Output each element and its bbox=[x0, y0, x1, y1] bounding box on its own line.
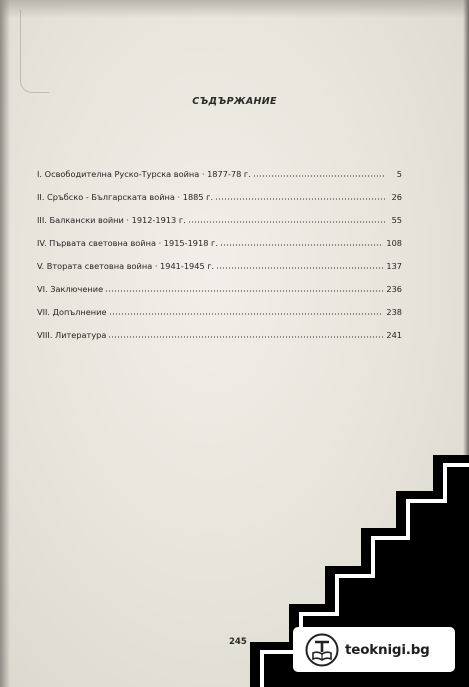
toc-entry-title: II. Сръбско - Българската война · 1885 г. bbox=[37, 192, 214, 202]
toc-entry-title: I. Освободителна Руско-Турска война · 1877-78 г. bbox=[37, 169, 251, 179]
watermark-text: teoknigi.bg bbox=[345, 641, 430, 658]
toc-entry-page: 108 bbox=[386, 238, 402, 248]
toc-entry-page: 241 bbox=[386, 330, 402, 340]
page-number: 245 bbox=[229, 637, 247, 647]
book-t-logo-icon bbox=[305, 633, 339, 667]
toc-entry-title: V. Втората световна война · 1941-1945 г. bbox=[37, 261, 215, 271]
toc-entry-title: VII. Допълнение bbox=[37, 307, 107, 317]
toc-entry-title: III. Балкански войни · 1912-1913 г. bbox=[37, 215, 186, 225]
toc-entry-title: VI. Заключение bbox=[37, 284, 104, 294]
toc-entry-page: 26 bbox=[391, 192, 402, 202]
watermark-logo bbox=[293, 627, 455, 672]
contents-heading: СЪДЪРЖАНИЕ bbox=[192, 96, 277, 107]
toc-entry-page: 236 bbox=[386, 284, 402, 294]
toc-entry-page: 238 bbox=[386, 307, 402, 317]
toc-entry-page: 137 bbox=[386, 261, 402, 271]
toc-entry-page: 5 bbox=[396, 169, 402, 179]
toc-entry-page: 55 bbox=[391, 215, 402, 225]
toc-entry-title: VIII. Литература bbox=[37, 330, 107, 340]
toc-entry-title: IV. Първата световна война · 1915-1918 г. bbox=[37, 238, 218, 248]
